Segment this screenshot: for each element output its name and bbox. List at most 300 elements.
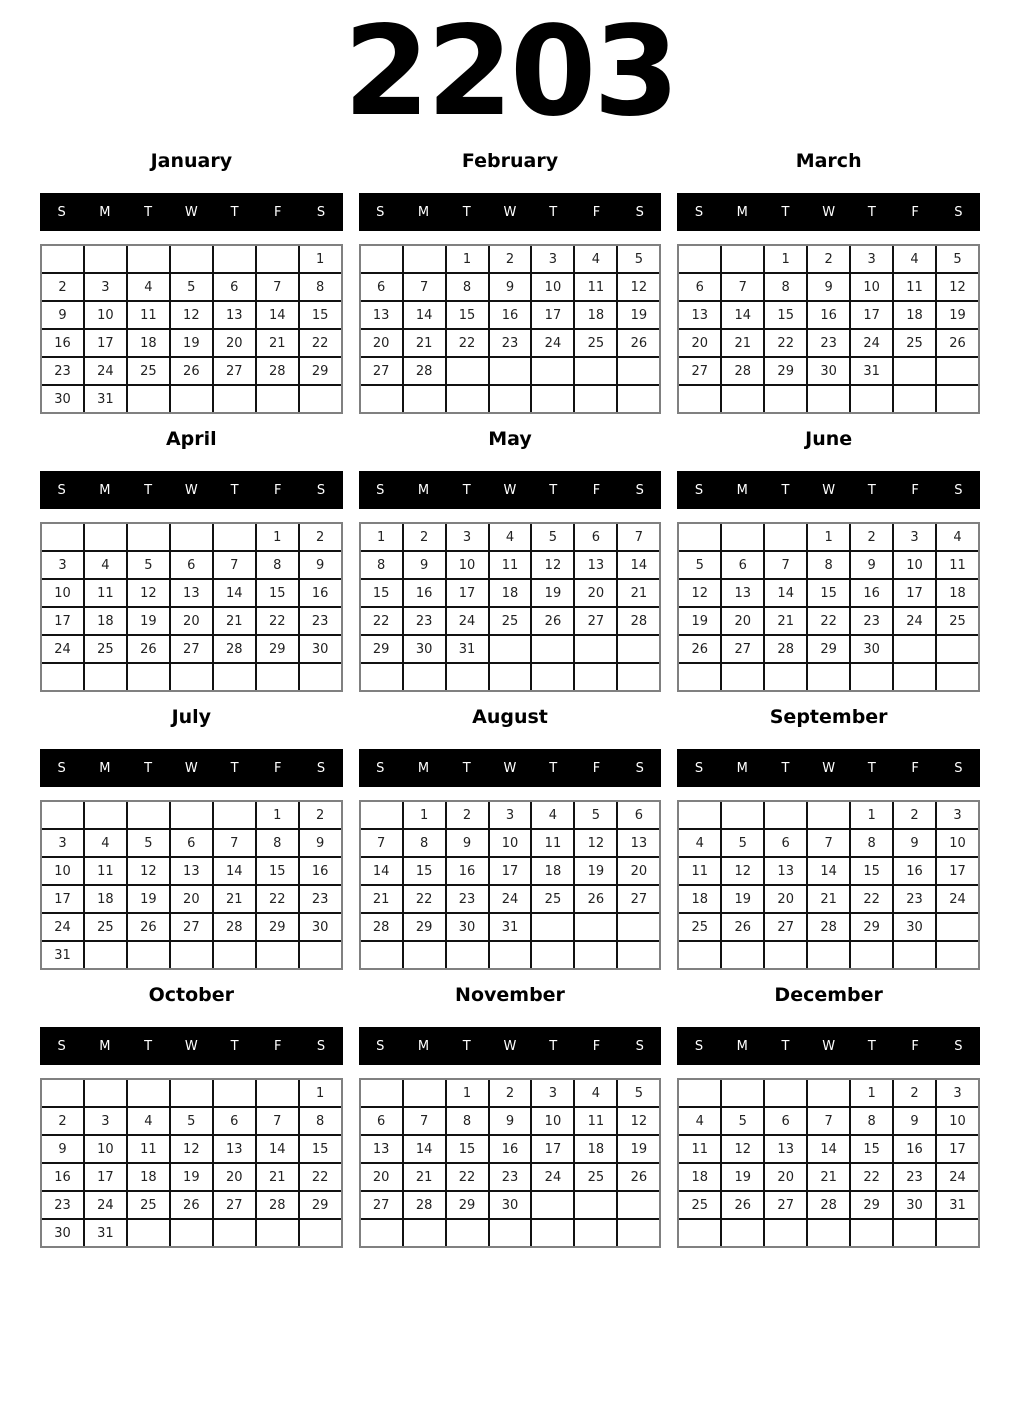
day-cell: 29: [447, 1192, 488, 1218]
empty-day-cell: [618, 1192, 659, 1218]
weekday-label: W: [822, 760, 836, 776]
day-cell: 14: [765, 580, 806, 606]
month-block: [359, 150, 662, 414]
month-day-grid: [359, 800, 662, 970]
day-cell: 13: [765, 1136, 806, 1162]
empty-day-cell: [532, 358, 573, 384]
weekday-label: M: [736, 760, 748, 776]
day-cell: 12: [575, 830, 616, 856]
day-cell: 30: [490, 1192, 531, 1218]
empty-day-cell: [765, 1220, 806, 1246]
empty-day-cell: [447, 664, 488, 690]
day-cell: 25: [532, 886, 573, 912]
day-cell: 7: [214, 552, 255, 578]
weekday-label: T: [462, 1038, 471, 1054]
day-cell: 3: [851, 246, 892, 272]
empty-day-cell: [808, 386, 849, 412]
day-cell: 5: [575, 802, 616, 828]
day-cell: 4: [85, 552, 126, 578]
day-cell: 22: [257, 608, 298, 634]
day-cell: 19: [171, 330, 212, 356]
day-cell: 8: [361, 552, 402, 578]
day-cell: 25: [679, 1192, 720, 1218]
day-cell: 24: [532, 330, 573, 356]
month-block: [677, 984, 980, 1248]
day-cell: 14: [618, 552, 659, 578]
empty-day-cell: [851, 942, 892, 968]
day-cell: 15: [447, 302, 488, 328]
empty-day-cell: [85, 664, 126, 690]
day-cell: 20: [765, 886, 806, 912]
empty-day-cell: [490, 1220, 531, 1246]
day-cell: 31: [447, 636, 488, 662]
day-cell: 8: [447, 1108, 488, 1134]
day-cell: 18: [490, 580, 531, 606]
day-cell: 11: [679, 1136, 720, 1162]
empty-day-cell: [808, 942, 849, 968]
empty-day-cell: [894, 386, 935, 412]
empty-day-cell: [171, 664, 212, 690]
empty-day-cell: [618, 1220, 659, 1246]
weekday-header-bar: [677, 471, 980, 509]
day-cell: 10: [42, 858, 83, 884]
day-cell: 19: [128, 608, 169, 634]
day-cell: 6: [361, 274, 402, 300]
weekday-label: S: [954, 760, 963, 776]
weekday-label: T: [781, 1038, 790, 1054]
empty-day-cell: [490, 636, 531, 662]
day-cell: 29: [257, 914, 298, 940]
day-cell: 9: [447, 830, 488, 856]
day-cell: 25: [575, 330, 616, 356]
empty-day-cell: [765, 942, 806, 968]
month-day-grid: [40, 522, 343, 692]
empty-day-cell: [214, 664, 255, 690]
empty-day-cell: [532, 1220, 573, 1246]
day-cell: 27: [575, 608, 616, 634]
weekday-label: F: [911, 204, 919, 220]
empty-day-cell: [404, 386, 445, 412]
day-cell: 13: [214, 1136, 255, 1162]
day-cell: 23: [300, 886, 341, 912]
day-cell: 15: [808, 580, 849, 606]
empty-day-cell: [447, 358, 488, 384]
empty-day-cell: [575, 636, 616, 662]
day-cell: 25: [128, 1192, 169, 1218]
empty-day-cell: [490, 358, 531, 384]
day-cell: 27: [765, 1192, 806, 1218]
day-cell: 19: [128, 886, 169, 912]
day-cell: 5: [532, 524, 573, 550]
empty-day-cell: [532, 664, 573, 690]
month-block: [677, 150, 980, 414]
weekday-label: F: [592, 760, 601, 776]
empty-day-cell: [765, 664, 806, 690]
day-cell: 8: [257, 552, 298, 578]
day-cell: 8: [851, 830, 892, 856]
day-cell: 8: [300, 1108, 341, 1134]
day-cell: 5: [937, 246, 978, 272]
empty-day-cell: [447, 942, 488, 968]
day-cell: 23: [447, 886, 488, 912]
month-day-grid: [40, 244, 343, 414]
day-cell: 26: [128, 914, 169, 940]
day-cell: 19: [171, 1164, 212, 1190]
weekday-label: F: [911, 1038, 919, 1054]
empty-day-cell: [765, 386, 806, 412]
day-cell: 4: [490, 524, 531, 550]
day-cell: 18: [679, 1164, 720, 1190]
day-cell: 11: [85, 858, 126, 884]
day-cell: 13: [722, 580, 763, 606]
day-cell: 18: [128, 330, 169, 356]
day-cell: 10: [85, 1136, 126, 1162]
weekday-label: T: [230, 760, 239, 776]
month-title: July: [171, 706, 212, 728]
day-cell: 30: [894, 1192, 935, 1218]
day-cell: 13: [618, 830, 659, 856]
empty-day-cell: [618, 942, 659, 968]
day-cell: 26: [618, 1164, 659, 1190]
weekday-header-bar: [40, 193, 343, 231]
empty-day-cell: [808, 1080, 849, 1106]
day-cell: 25: [937, 608, 978, 634]
day-cell: 14: [404, 302, 445, 328]
empty-day-cell: [937, 636, 978, 662]
day-cell: 20: [214, 1164, 255, 1190]
day-cell: 17: [894, 580, 935, 606]
day-cell: 1: [851, 802, 892, 828]
weekday-label: M: [99, 760, 111, 776]
empty-day-cell: [808, 802, 849, 828]
day-cell: 23: [490, 1164, 531, 1190]
empty-day-cell: [532, 942, 573, 968]
day-cell: 28: [257, 358, 298, 384]
day-cell: 2: [404, 524, 445, 550]
day-cell: 28: [765, 636, 806, 662]
day-cell: 3: [894, 524, 935, 550]
day-cell: 6: [722, 552, 763, 578]
day-cell: 19: [679, 608, 720, 634]
day-cell: 2: [894, 802, 935, 828]
weekday-label: S: [694, 1038, 704, 1054]
empty-day-cell: [679, 386, 720, 412]
weekday-label: S: [57, 482, 66, 498]
weekday-header-bar: [40, 749, 343, 787]
empty-day-cell: [257, 1080, 298, 1106]
day-cell: 3: [532, 1080, 573, 1106]
weekday-label: S: [954, 482, 963, 498]
day-cell: 20: [171, 886, 212, 912]
empty-day-cell: [722, 664, 763, 690]
empty-day-cell: [532, 914, 573, 940]
month-day-grid: [359, 1078, 662, 1248]
day-cell: 5: [171, 1108, 212, 1134]
weekday-label: F: [911, 482, 919, 498]
day-cell: 19: [575, 858, 616, 884]
day-cell: 22: [765, 330, 806, 356]
day-cell: 10: [85, 302, 126, 328]
empty-day-cell: [361, 802, 402, 828]
empty-day-cell: [128, 942, 169, 968]
day-cell: 21: [404, 1164, 445, 1190]
day-cell: 27: [361, 1192, 402, 1218]
day-cell: 1: [851, 1080, 892, 1106]
month-block: [359, 428, 662, 692]
weekday-label: M: [99, 1038, 111, 1054]
day-cell: 24: [490, 886, 531, 912]
day-cell: 3: [447, 524, 488, 550]
empty-day-cell: [937, 1220, 978, 1246]
weekday-label: T: [867, 204, 876, 220]
day-cell: 9: [894, 830, 935, 856]
day-cell: 2: [42, 274, 83, 300]
empty-day-cell: [937, 664, 978, 690]
day-cell: 26: [937, 330, 978, 356]
month-title: May: [488, 428, 532, 450]
empty-day-cell: [404, 664, 445, 690]
month-day-grid: [677, 244, 980, 414]
day-cell: 23: [42, 1192, 83, 1218]
day-cell: 17: [532, 1136, 573, 1162]
month-title: February: [461, 150, 559, 172]
day-cell: 7: [214, 830, 255, 856]
day-cell: 27: [679, 358, 720, 384]
empty-day-cell: [300, 942, 341, 968]
weekday-label: M: [736, 1038, 748, 1054]
weekday-label: W: [184, 1038, 198, 1054]
day-cell: 27: [214, 1192, 255, 1218]
empty-day-cell: [722, 524, 763, 550]
day-cell: 9: [894, 1108, 935, 1134]
empty-day-cell: [257, 942, 298, 968]
empty-day-cell: [722, 942, 763, 968]
empty-day-cell: [532, 636, 573, 662]
day-cell: 10: [490, 830, 531, 856]
empty-day-cell: [765, 524, 806, 550]
day-cell: 2: [851, 524, 892, 550]
day-cell: 11: [575, 274, 616, 300]
day-cell: 13: [361, 302, 402, 328]
day-cell: 6: [214, 274, 255, 300]
weekday-label: F: [274, 204, 282, 220]
weekday-label: W: [503, 760, 517, 776]
day-cell: 15: [300, 1136, 341, 1162]
day-cell: 10: [447, 552, 488, 578]
day-cell: 6: [214, 1108, 255, 1134]
day-cell: 13: [171, 858, 212, 884]
empty-day-cell: [575, 386, 616, 412]
day-cell: 30: [404, 636, 445, 662]
day-cell: 10: [532, 1108, 573, 1134]
day-cell: 22: [300, 330, 341, 356]
day-cell: 15: [361, 580, 402, 606]
day-cell: 19: [618, 302, 659, 328]
empty-day-cell: [42, 802, 83, 828]
day-cell: 7: [722, 274, 763, 300]
empty-day-cell: [42, 524, 83, 550]
day-cell: 26: [171, 358, 212, 384]
day-cell: 1: [404, 802, 445, 828]
day-cell: 2: [490, 1080, 531, 1106]
empty-day-cell: [361, 1220, 402, 1246]
empty-day-cell: [214, 1080, 255, 1106]
day-cell: 19: [937, 302, 978, 328]
day-cell: 21: [214, 886, 255, 912]
empty-day-cell: [894, 1220, 935, 1246]
empty-day-cell: [128, 1080, 169, 1106]
empty-day-cell: [404, 1080, 445, 1106]
month-day-grid: [359, 522, 662, 692]
day-cell: 31: [42, 942, 83, 968]
weekday-label: S: [954, 1038, 963, 1054]
day-cell: 1: [300, 246, 341, 272]
empty-day-cell: [214, 386, 255, 412]
day-cell: 2: [42, 1108, 83, 1134]
empty-day-cell: [894, 942, 935, 968]
day-cell: 7: [257, 274, 298, 300]
empty-day-cell: [171, 246, 212, 272]
empty-day-cell: [937, 914, 978, 940]
weekday-header-bar: [40, 1027, 343, 1065]
day-cell: 4: [937, 524, 978, 550]
day-cell: 12: [722, 858, 763, 884]
day-cell: 27: [171, 914, 212, 940]
empty-day-cell: [257, 246, 298, 272]
weekday-label: T: [230, 482, 239, 498]
day-cell: 1: [765, 246, 806, 272]
empty-day-cell: [679, 942, 720, 968]
day-cell: 20: [722, 608, 763, 634]
day-cell: 14: [214, 858, 255, 884]
day-cell: 21: [808, 1164, 849, 1190]
day-cell: 7: [808, 830, 849, 856]
weekday-label: T: [549, 1038, 558, 1054]
weekday-header-bar: [359, 749, 662, 787]
day-cell: 16: [894, 1136, 935, 1162]
day-cell: 6: [171, 830, 212, 856]
day-cell: 27: [214, 358, 255, 384]
empty-day-cell: [575, 914, 616, 940]
empty-day-cell: [851, 1220, 892, 1246]
empty-day-cell: [404, 1220, 445, 1246]
day-cell: 17: [42, 886, 83, 912]
weekday-label: M: [417, 760, 430, 776]
day-cell: 17: [937, 1136, 978, 1162]
day-cell: 3: [42, 552, 83, 578]
weekday-header-bar: [359, 471, 662, 509]
weekday-header-bar: [359, 1027, 662, 1065]
weekday-label: F: [592, 1038, 601, 1054]
weekday-label: T: [144, 482, 153, 498]
weekday-label: T: [144, 760, 153, 776]
day-cell: 2: [490, 246, 531, 272]
weekday-label: T: [462, 760, 471, 776]
day-cell: 4: [894, 246, 935, 272]
day-cell: 23: [808, 330, 849, 356]
day-cell: 29: [361, 636, 402, 662]
weekday-label: T: [867, 760, 876, 776]
day-cell: 18: [85, 608, 126, 634]
day-cell: 5: [722, 830, 763, 856]
day-cell: 23: [300, 608, 341, 634]
day-cell: 31: [85, 1220, 126, 1246]
day-cell: 10: [42, 580, 83, 606]
day-cell: 6: [575, 524, 616, 550]
day-cell: 12: [128, 580, 169, 606]
weekday-label: W: [822, 482, 836, 498]
day-cell: 20: [361, 1164, 402, 1190]
weekday-label: W: [503, 1038, 517, 1054]
day-cell: 7: [404, 274, 445, 300]
day-cell: 9: [851, 552, 892, 578]
day-cell: 29: [257, 636, 298, 662]
weekday-label: M: [736, 204, 748, 220]
month-block: [677, 706, 980, 970]
month-title: January: [150, 150, 233, 172]
empty-day-cell: [575, 1220, 616, 1246]
day-cell: 29: [808, 636, 849, 662]
day-cell: 24: [42, 914, 83, 940]
day-cell: 15: [404, 858, 445, 884]
day-cell: 29: [404, 914, 445, 940]
day-cell: 26: [722, 1192, 763, 1218]
day-cell: 17: [490, 858, 531, 884]
empty-day-cell: [300, 1220, 341, 1246]
month-block: [677, 428, 980, 692]
empty-day-cell: [171, 524, 212, 550]
day-cell: 26: [722, 914, 763, 940]
day-cell: 23: [894, 886, 935, 912]
day-cell: 24: [851, 330, 892, 356]
day-cell: 3: [490, 802, 531, 828]
day-cell: 1: [447, 1080, 488, 1106]
empty-day-cell: [937, 358, 978, 384]
day-cell: 23: [851, 608, 892, 634]
day-cell: 1: [257, 524, 298, 550]
day-cell: 13: [361, 1136, 402, 1162]
day-cell: 1: [257, 802, 298, 828]
empty-day-cell: [618, 914, 659, 940]
day-cell: 29: [851, 1192, 892, 1218]
day-cell: 18: [575, 1136, 616, 1162]
day-cell: 13: [214, 302, 255, 328]
day-cell: 9: [808, 274, 849, 300]
day-cell: 15: [300, 302, 341, 328]
month-day-grid: [677, 1078, 980, 1248]
day-cell: 27: [618, 886, 659, 912]
day-cell: 14: [808, 858, 849, 884]
day-cell: 25: [490, 608, 531, 634]
day-cell: 3: [937, 802, 978, 828]
weekday-label: S: [635, 1038, 644, 1054]
month-title: September: [769, 706, 888, 728]
day-cell: 21: [722, 330, 763, 356]
day-cell: 11: [490, 552, 531, 578]
day-cell: 13: [679, 302, 720, 328]
day-cell: 14: [404, 1136, 445, 1162]
day-cell: 22: [851, 1164, 892, 1190]
day-cell: 20: [361, 330, 402, 356]
empty-day-cell: [679, 1220, 720, 1246]
day-cell: 8: [257, 830, 298, 856]
month-day-grid: [40, 800, 343, 970]
day-cell: 22: [257, 886, 298, 912]
day-cell: 11: [679, 858, 720, 884]
day-cell: 15: [447, 1136, 488, 1162]
month-title: April: [165, 428, 217, 450]
day-cell: 29: [851, 914, 892, 940]
